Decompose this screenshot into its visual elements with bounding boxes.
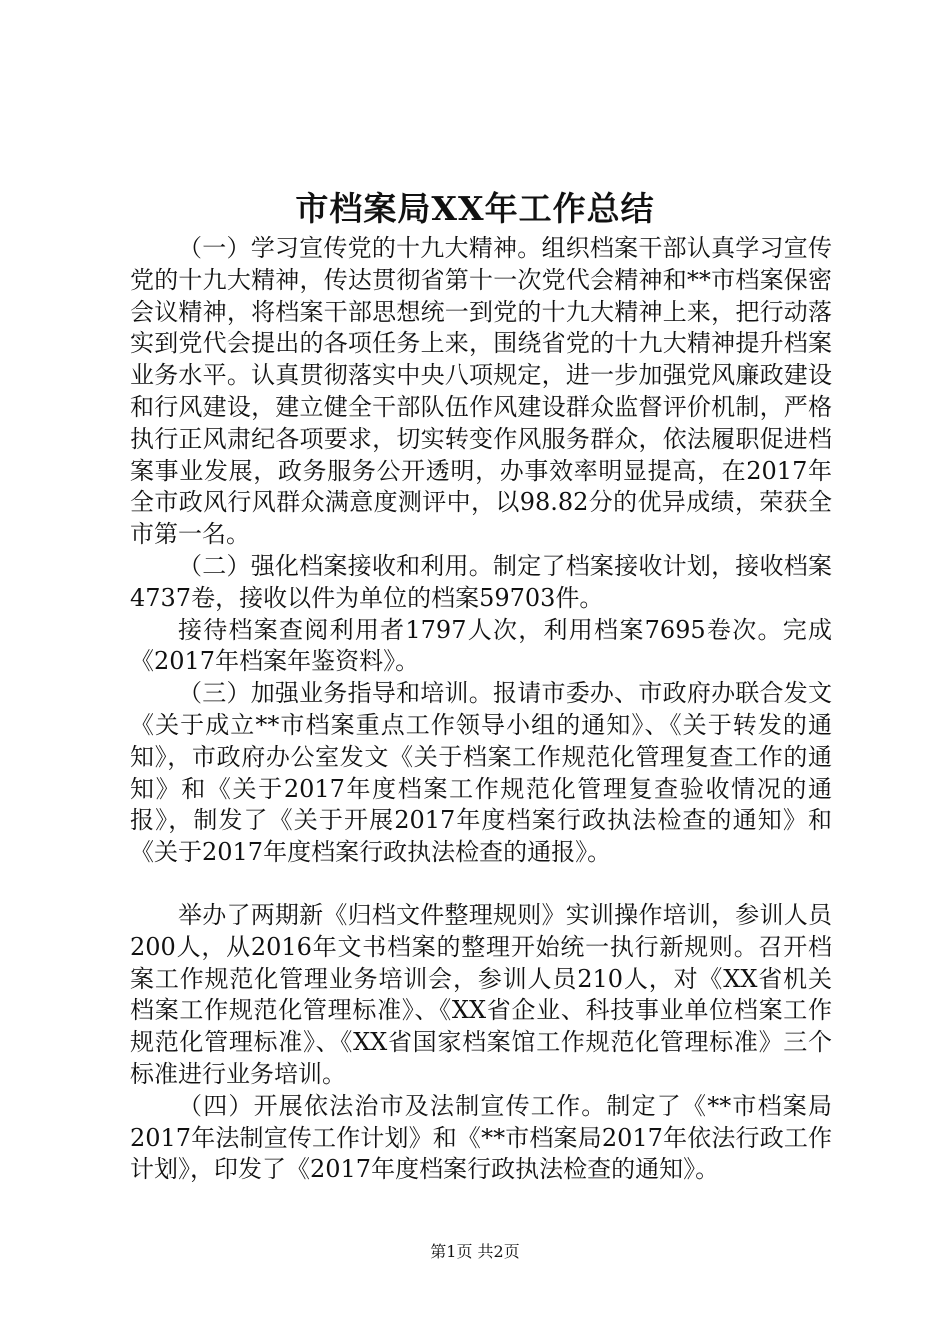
document-title: 市档案局XX年工作总结 (295, 189, 655, 228)
paragraph-1: （一）学习宣传党的十九大精神。组织档案干部认真学习宣传党的十九大精神，传达贯彻省第十一次党代会精神和**市档案保密会议精神，将档案干部思想统一到党的十九大精神上来，把行动落实到党代会提出的各项任务上来，围绕省党的十九大精神提升档案业务水平。认真贯彻落实中央八项规定，进一步加强党风廉政建设和行风建设，建立健全干部队伍作风建设群众监督评价机制，严格执行正风肃纪各项要求，切实转变作风服务群众，依法履职促进档案事业发展，政务服务公开透明，办事效率明显提高，在2017年全市政风行风群众满意度测评中，以98.82分的优异成绩，荣获全市第一名。 (130, 234, 832, 549)
paragraph-4: （三）加强业务指导和培训。报请市委办、市政府办联合发文《关于成立**市档案重点工作领导小组的通知》、《关于转发的通知》，市政府办公室发文《关于档案工作规范化管理复查工作的通知》和《关于2017年度档案工作规范化管理复查验收情况的通报》，制发了《关于开展2017年度档案行政执法检查的通知》和《关于2017年度档案行政执法检查的通报》。 (130, 679, 832, 867)
paragraph-6: （四）开展依法治市及法制宣传工作。制定了《**市档案局2017年法制宣传工作计划》和《**市档案局2017年依法行政工作计划》，印发了《2017年度档案行政执法检查的通知》。 (130, 1091, 832, 1184)
paragraph-5: 举办了两期新《归档文件整理规则》实训操作培训，参训人员200人，从2016年文书档案的整理开始统一执行新规则。召开档案工作规范化管理业务培训会，参训人员210人，对《XX省机关档案工作规范化管理标准》、《XX省企业、科技事业单位档案工作规范化管理标准》、《XX省国家档案馆工作规范化管理标准》三个标准进行业务培训。 (130, 900, 832, 1088)
paragraph-3: 接待档案查阅利用者1797人次，利用档案7695卷次。完成《2017年档案年鉴资料》。 (130, 615, 832, 676)
page-number-footer: 第1页 共2页 (430, 1242, 520, 1261)
paragraph-2: （二）强化档案接收和利用。制定了档案接收计划，接收档案4737卷，接收以件为单位的档案59703件。 (130, 551, 832, 612)
document-body (130, 233, 832, 1186)
